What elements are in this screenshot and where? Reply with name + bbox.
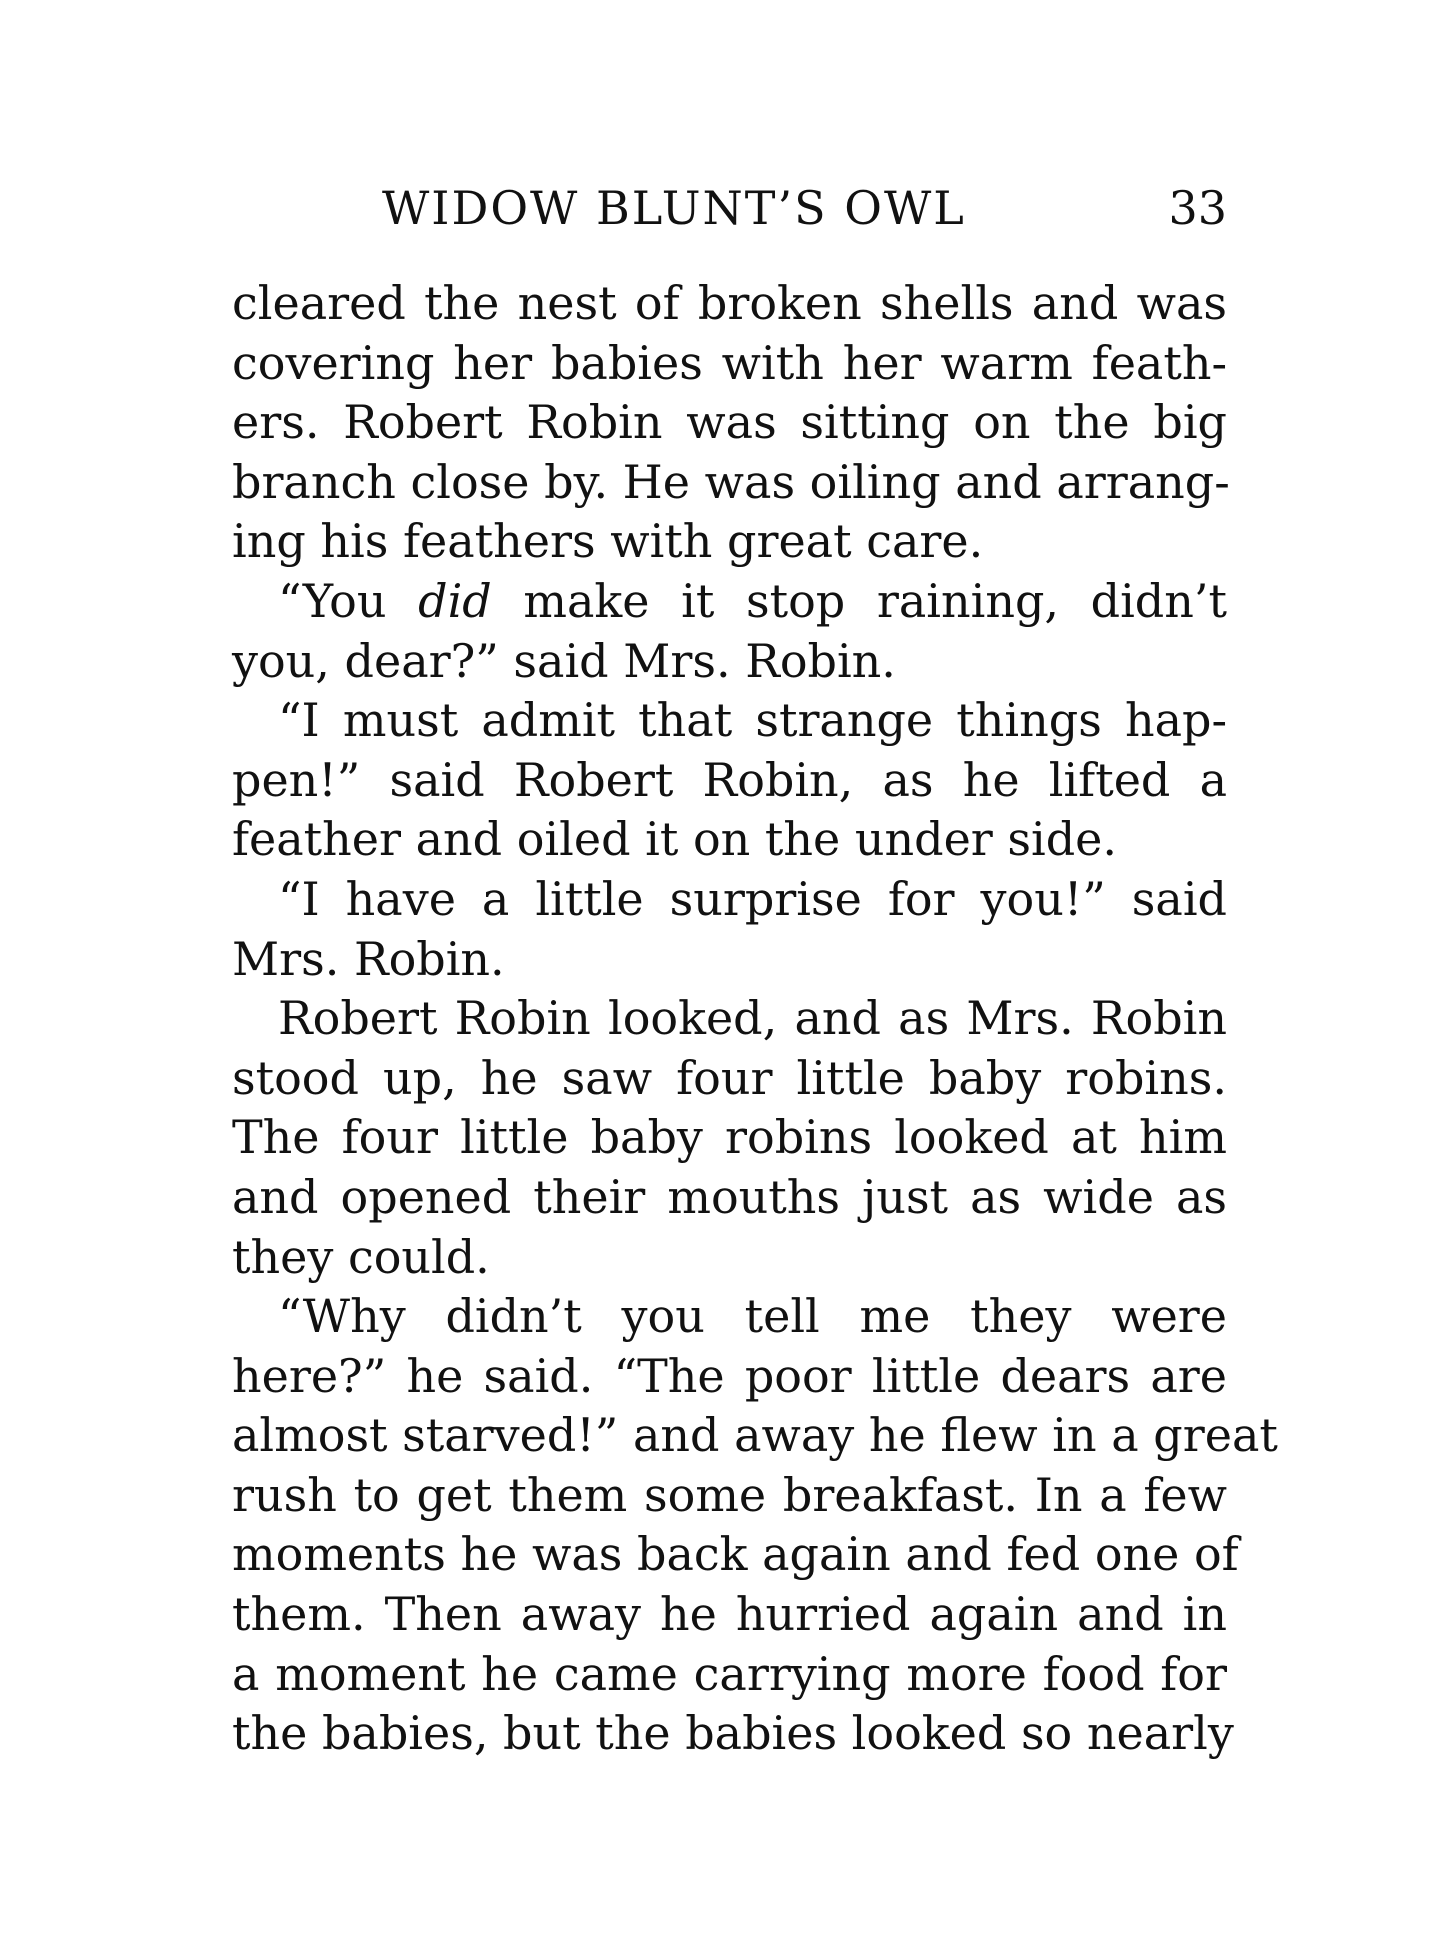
paragraph bbox=[232, 572, 1227, 691]
text-segment: they could. bbox=[232, 1229, 490, 1284]
text-line bbox=[232, 1525, 1239, 1585]
text-segment: a moment he came carrying more food for bbox=[232, 1646, 1227, 1701]
text-segment: “Why didn’t you tell me they were bbox=[278, 1289, 1227, 1344]
text-segment: cleared the nest of broken shells and was bbox=[232, 276, 1227, 330]
paragraph bbox=[232, 870, 1227, 989]
text-line bbox=[232, 989, 1227, 1049]
text-line bbox=[232, 751, 1227, 811]
running-head bbox=[232, 178, 1227, 238]
text-line bbox=[232, 632, 1227, 692]
text-line bbox=[232, 870, 1227, 930]
italic-text: did bbox=[418, 573, 492, 628]
text-segment: ing his feathers with great care. bbox=[232, 514, 984, 569]
text-line bbox=[232, 810, 1227, 870]
text-segment: ers. Robert Robin was sitting on the big bbox=[232, 395, 1227, 450]
text-segment: feather and oiled it on the under side. bbox=[232, 812, 1118, 867]
text-line bbox=[232, 274, 1227, 334]
paragraph bbox=[232, 274, 1230, 572]
text-line bbox=[232, 1466, 1227, 1526]
text-segment: the babies, but the babies looked so nearly bbox=[232, 1706, 1234, 1761]
text-segment: covering her babies with her warm feath- bbox=[232, 335, 1227, 390]
text-line bbox=[232, 1108, 1227, 1168]
page-number: 33 bbox=[1168, 181, 1227, 235]
text-segment: The four little baby robins looked at him bbox=[232, 1110, 1227, 1165]
text-segment: stood up, he saw four little baby robins. bbox=[232, 1050, 1227, 1105]
text-segment: moments he was back again and fed one of bbox=[232, 1527, 1239, 1582]
text-segment: Robert Robin looked, and as Mrs. Robin bbox=[278, 991, 1227, 1046]
text-segment: Mrs. Robin. bbox=[232, 931, 505, 986]
text-line bbox=[232, 1347, 1227, 1407]
text-segment: “I must admit that strange things hap- bbox=[278, 693, 1227, 748]
text-line bbox=[232, 453, 1230, 513]
text-line bbox=[232, 691, 1227, 751]
text-segment: and opened their mouths just as wide as bbox=[232, 1169, 1227, 1224]
text-line bbox=[232, 1406, 1278, 1466]
paragraph bbox=[232, 691, 1227, 870]
text-line bbox=[232, 1228, 1227, 1288]
text-line bbox=[232, 1704, 1234, 1764]
text-line bbox=[232, 512, 1227, 572]
text-segment: rush to get them some breakfast. In a few bbox=[232, 1467, 1227, 1522]
text-line bbox=[232, 334, 1227, 394]
text-segment: here?” he said. “The poor little dears are bbox=[232, 1348, 1227, 1403]
body-text bbox=[232, 274, 1278, 1764]
paragraph bbox=[232, 989, 1227, 1287]
text-segment: almost starved!” and away he flew in a great bbox=[232, 1408, 1278, 1463]
text-segment: “You bbox=[278, 573, 419, 628]
text-segment: pen!” said Robert Robin, as he lifted a bbox=[232, 752, 1227, 807]
text-line bbox=[232, 1287, 1227, 1347]
paragraph bbox=[232, 1287, 1278, 1764]
text-segment: make it stop raining, didn’t bbox=[491, 573, 1227, 628]
text-line bbox=[232, 1645, 1227, 1705]
text-segment: “I have a little surprise for you!” said bbox=[278, 871, 1227, 926]
text-line bbox=[232, 1585, 1227, 1645]
running-title: WIDOW BLUNT’S OWL bbox=[382, 181, 966, 235]
text-line bbox=[232, 930, 1227, 990]
text-line bbox=[232, 393, 1227, 453]
text-line bbox=[232, 572, 1227, 632]
text-segment: you, dear?” said Mrs. Robin. bbox=[232, 633, 896, 688]
text-line bbox=[232, 1168, 1227, 1228]
text-line bbox=[232, 1049, 1227, 1109]
text-segment: them. Then away he hurried again and in bbox=[232, 1587, 1227, 1642]
text-segment: branch close by. He was oiling and arrang- bbox=[232, 454, 1230, 509]
